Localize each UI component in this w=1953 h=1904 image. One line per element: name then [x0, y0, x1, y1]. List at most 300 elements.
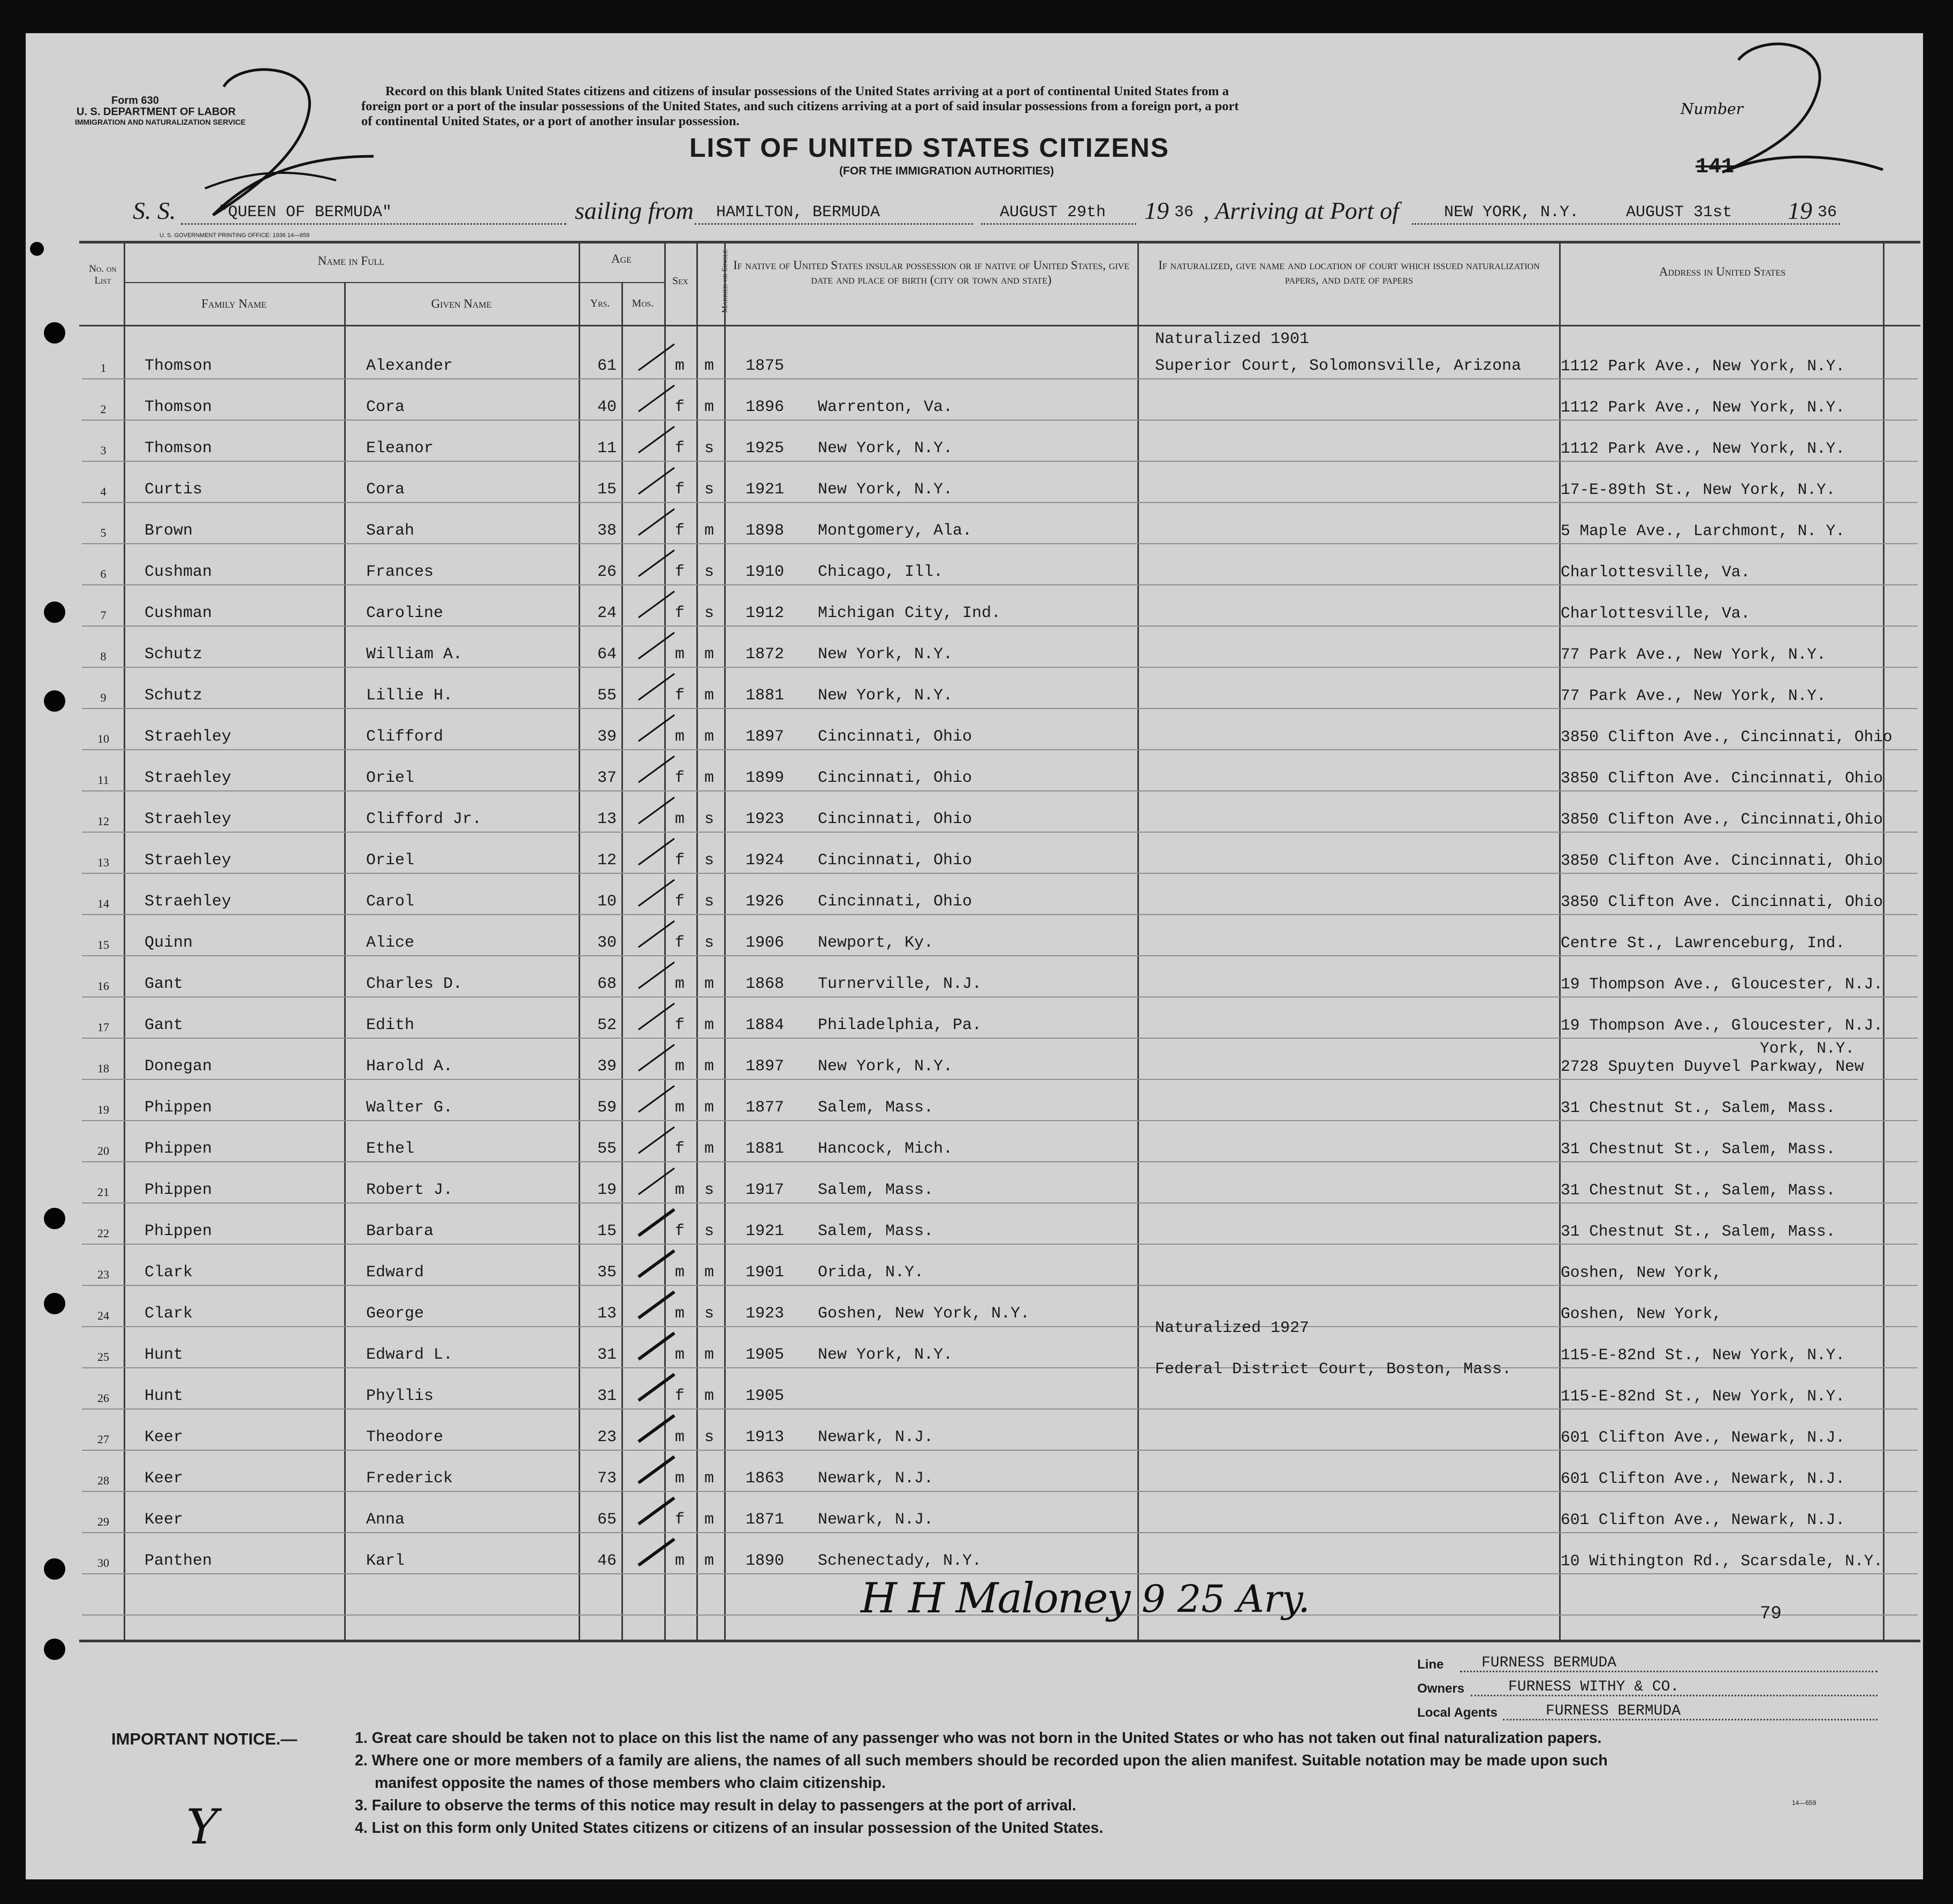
table-row	[26, 1428, 1923, 1470]
form-code: 14—659	[1792, 1799, 1817, 1807]
given-name: Edward L.	[366, 1346, 453, 1364]
row-number: 27	[97, 1433, 109, 1446]
owners-label: Owners	[1417, 1681, 1465, 1696]
check-mark-icon	[636, 588, 679, 620]
sex-value: f	[675, 398, 685, 416]
column-header-no-on-list: No. on List	[89, 263, 117, 286]
address: 3850 Clifton Ave. Cincinnati, Ohio	[1561, 893, 1883, 911]
table-row	[26, 769, 1923, 811]
table-row	[26, 1469, 1923, 1511]
birth-year: 1917	[746, 1181, 785, 1199]
birth-year: 1912	[746, 604, 785, 622]
marital-status: m	[704, 1552, 715, 1570]
row-number: 16	[97, 979, 109, 993]
birth-year: 1901	[746, 1263, 785, 1282]
page-subtitle: (FOR THE IMMIGRATION AUTHORITIES)	[839, 165, 1054, 177]
sex-value: f	[675, 439, 685, 458]
given-name: Lillie H.	[366, 687, 453, 705]
sex-value: m	[675, 1057, 685, 1076]
family-name: Curtis	[145, 481, 203, 499]
family-name: Straehley	[145, 728, 232, 746]
age-years: 39	[597, 1057, 617, 1076]
given-name: Charles D.	[366, 975, 463, 993]
marital-status: m	[704, 687, 715, 705]
row-number: 17	[97, 1020, 109, 1034]
check-mark-icon	[636, 794, 679, 826]
column-header-age: Age	[611, 252, 632, 265]
family-name: Straehley	[145, 893, 232, 911]
sex-value: m	[675, 1305, 685, 1323]
department-name: U. S. DEPARTMENT OF LABOR	[77, 106, 236, 118]
age-years: 13	[597, 810, 617, 828]
row-number: 9	[100, 691, 107, 704]
address: 1112 Park Ave., New York, N.Y.	[1561, 439, 1845, 458]
given-name: Frederick	[366, 1469, 453, 1488]
birth-year: 1921	[746, 481, 785, 499]
column-header-given-name: Given Name	[431, 297, 492, 310]
check-mark-icon	[636, 959, 679, 991]
sex-value: f	[675, 1140, 685, 1158]
given-name: Alexander	[366, 357, 453, 375]
address: 3850 Clifton Ave., Cincinnati, Ohio	[1561, 728, 1893, 746]
age-years: 59	[597, 1099, 617, 1117]
manifest-sheet	[26, 33, 1923, 1879]
age-years: 26	[597, 563, 617, 581]
sex-value: f	[675, 563, 685, 581]
row-number: 10	[97, 732, 109, 745]
check-mark-icon	[636, 1495, 679, 1527]
given-name: Caroline	[366, 604, 444, 622]
table-row	[26, 1039, 1923, 1099]
marital-status: m	[704, 357, 715, 375]
address: 19 Thompson Ave., Gloucester, N.J.	[1561, 975, 1883, 993]
table-row	[26, 1360, 1923, 1429]
check-mark-icon	[636, 835, 679, 867]
line-value: FURNESS BERMUDA	[1481, 1655, 1617, 1671]
marital-status: s	[704, 934, 715, 952]
row-number: 18	[97, 1062, 109, 1075]
line-label: Line	[1417, 1657, 1444, 1672]
row-number: 6	[100, 567, 107, 581]
family-name: Phippen	[145, 1222, 212, 1240]
given-name: Harold A.	[366, 1057, 453, 1076]
table-row	[26, 851, 1923, 893]
given-name: William A.	[366, 645, 463, 664]
address: 601 Clifton Ave., Newark, N.J.	[1561, 1469, 1845, 1488]
sex-value: f	[675, 934, 685, 952]
family-name: Cushman	[145, 563, 212, 581]
birth-place: Goshen, New York, N.Y.	[818, 1305, 1030, 1323]
instructions-line-2: foreign port or a port of the insular possessions of the United States, and such citizens arriving at a port of said insular possessions from a foreign port, a port	[361, 99, 1239, 113]
age-years: 13	[597, 1305, 617, 1323]
column-header-mos: Mos.	[632, 298, 654, 309]
given-name: Oriel	[366, 851, 415, 870]
birth-year: 1897	[746, 728, 785, 746]
age-years: 15	[597, 1222, 617, 1240]
age-years: 31	[597, 1387, 617, 1405]
table-row	[26, 975, 1923, 1017]
age-years: 31	[597, 1346, 617, 1364]
birth-place: New York, N.Y.	[818, 481, 953, 499]
birth-place: Cincinnati, Ohio	[818, 851, 972, 870]
birth-year: 1906	[746, 934, 785, 952]
address: 115-E-82nd St., New York, N.Y.	[1561, 1387, 1845, 1405]
table-row	[26, 563, 1923, 605]
given-name: Ethel	[366, 1140, 415, 1158]
row-number: 2	[100, 402, 107, 416]
address: Goshen, New York,	[1561, 1305, 1722, 1323]
given-name: Cora	[366, 398, 405, 416]
birth-year: 1905	[746, 1346, 785, 1364]
row-number: 22	[97, 1227, 109, 1240]
table-row	[26, 398, 1923, 440]
family-name: Keer	[145, 1428, 184, 1446]
check-mark-icon	[636, 547, 679, 579]
departure-year-prefix: 19	[1144, 197, 1169, 224]
row-number: 3	[100, 444, 107, 457]
birth-year: 1871	[746, 1511, 785, 1529]
address: 77 Park Ave., New York, N.Y.	[1561, 687, 1826, 705]
check-mark-icon	[636, 423, 679, 455]
age-years: 19	[597, 1181, 617, 1199]
given-name: Sarah	[366, 522, 415, 540]
age-years: 61	[597, 357, 617, 375]
family-name: Phippen	[145, 1099, 212, 1117]
agents-value: FURNESS BERMUDA	[1546, 1703, 1681, 1719]
birth-place: Newark, N.J.	[818, 1511, 934, 1529]
marital-status: m	[704, 398, 715, 416]
address: 31 Chestnut St., Salem, Mass.	[1561, 1222, 1836, 1240]
family-name: Keer	[145, 1469, 184, 1488]
column-header-birth: If native of United States insular possession or if native of United States, give date and place of birth (city or town and state)	[733, 258, 1129, 286]
marital-status: m	[704, 1057, 715, 1076]
check-mark-icon	[636, 671, 679, 703]
row-number: 26	[97, 1391, 109, 1405]
birth-year: 1923	[746, 810, 785, 828]
sex-value: m	[675, 1428, 685, 1446]
arrival-port: NEW YORK, N.Y.	[1444, 203, 1579, 222]
check-mark-icon	[636, 1165, 679, 1197]
check-mark-icon	[636, 341, 679, 373]
birth-year: 1924	[746, 851, 785, 870]
check-mark-icon	[636, 1083, 679, 1115]
birth-place: New York, N.Y.	[818, 687, 953, 705]
address: 1112 Park Ave., New York, N.Y.	[1561, 398, 1845, 416]
marital-status: s	[704, 563, 715, 581]
sex-value: m	[675, 1346, 685, 1364]
marital-status: m	[704, 1387, 715, 1405]
page-title: LIST OF UNITED STATES CITIZENS	[689, 133, 1170, 163]
number-value: 141	[1696, 155, 1735, 179]
age-years: 39	[597, 728, 617, 746]
address: Charlottesville, Va.	[1561, 563, 1751, 581]
notice-item-2a: 2. Where one or more members of a family are aliens, the names of all such members should be recorded upon the alien manifest. Suitable notation may be made upon such	[355, 1752, 1608, 1769]
age-years: 55	[597, 687, 617, 705]
departure-port: HAMILTON, BERMUDA	[716, 203, 880, 222]
age-years: 65	[597, 1511, 617, 1529]
family-name: Donegan	[145, 1057, 212, 1076]
marital-status: m	[704, 975, 715, 993]
address: 2728 Spuyten Duyvel Parkway, New	[1561, 1057, 1864, 1076]
birth-year: 1897	[746, 1057, 785, 1076]
marital-status: m	[704, 728, 715, 746]
check-mark-icon	[636, 1124, 679, 1156]
birth-year: 1905	[746, 1387, 785, 1405]
marital-status: m	[704, 1263, 715, 1282]
address: 601 Clifton Ave., Newark, N.J.	[1561, 1428, 1845, 1446]
age-years: 30	[597, 934, 617, 952]
marital-status: s	[704, 481, 715, 499]
check-mark-icon	[636, 1330, 679, 1362]
given-name: Theodore	[366, 1428, 444, 1446]
column-header-yrs: Yrs.	[590, 298, 610, 309]
age-years: 11	[597, 439, 617, 458]
birth-place: Salem, Mass.	[818, 1222, 934, 1240]
age-years: 23	[597, 1428, 617, 1446]
birth-place: Cincinnati, Ohio	[818, 810, 972, 828]
handwritten-sheet-number-left	[202, 65, 379, 220]
address: 10 Withington Rd., Scarsdale, N.Y.	[1561, 1552, 1883, 1570]
given-name: Frances	[366, 563, 434, 581]
birth-place: New York, N.Y.	[818, 645, 953, 664]
ship-name: "QUEEN OF BERMUDA"	[218, 203, 392, 222]
table-row	[26, 1016, 1923, 1058]
table-row	[26, 439, 1923, 481]
check-mark-icon	[636, 464, 679, 497]
form-number: Form 630	[111, 95, 159, 106]
notice-item-2b: manifest opposite the names of those members who claim citizenship.	[375, 1774, 886, 1792]
table-row	[26, 728, 1923, 770]
notice-item-4: 4. List on this form only United States citizens or citizens of an insular possession of the United States.	[355, 1819, 1104, 1837]
address: Goshen, New York,	[1561, 1263, 1722, 1282]
marital-status: s	[704, 1305, 715, 1323]
birth-place: Philadelphia, Pa.	[818, 1016, 982, 1034]
table-row	[26, 604, 1923, 646]
marital-status: m	[704, 1346, 715, 1364]
family-name: Schutz	[145, 687, 203, 705]
sex-value: f	[675, 522, 685, 540]
table-row	[26, 481, 1923, 522]
table-row	[26, 1263, 1923, 1305]
birth-year: 1881	[746, 687, 785, 705]
table-row	[26, 687, 1923, 728]
notice-item-3: 3. Failure to observe the terms of this notice may result in delay to passengers at the port of arrival.	[355, 1797, 1076, 1814]
family-name: Phippen	[145, 1181, 212, 1199]
birth-year: 1925	[746, 439, 785, 458]
sex-value: f	[675, 1387, 685, 1405]
birth-place: Warrenton, Va.	[818, 398, 953, 416]
marital-status: s	[704, 810, 715, 828]
sex-value: f	[675, 851, 685, 870]
table-row	[26, 1181, 1923, 1223]
punch-hole	[30, 242, 44, 256]
birth-place: Hancock, Mich.	[818, 1140, 953, 1158]
birth-year: 1875	[746, 357, 785, 375]
naturalization-note: Federal District Court, Boston, Mass.	[1155, 1360, 1512, 1379]
row-number: 29	[97, 1515, 109, 1528]
family-name: Schutz	[145, 645, 203, 664]
row-number: 25	[97, 1350, 109, 1364]
birth-place: Newport, Ky.	[818, 934, 934, 952]
sex-value: m	[675, 975, 685, 993]
address: 601 Clifton Ave., Newark, N.J.	[1561, 1511, 1845, 1529]
row-number: 24	[97, 1309, 109, 1322]
sex-value: f	[675, 1016, 685, 1034]
family-name: Quinn	[145, 934, 193, 952]
arrival-year: 36	[1818, 203, 1837, 222]
owners-value: FURNESS WITHY & CO.	[1508, 1679, 1680, 1695]
table-row	[26, 645, 1923, 687]
notice-item-1: 1. Great care should be taken not to place on this list the name of any passenger who was not born in the United States or who has not taken out final naturalization papers.	[355, 1730, 1602, 1747]
row-number: 5	[100, 526, 107, 539]
check-mark-icon	[636, 712, 679, 744]
ss-label: S. S.	[133, 197, 176, 224]
birth-year: 1898	[746, 522, 785, 540]
address: 5 Maple Ave., Larchmont, N. Y.	[1561, 522, 1845, 540]
family-name: Hunt	[145, 1346, 184, 1364]
birth-year: 1884	[746, 1016, 785, 1034]
row-number: 8	[100, 650, 107, 663]
sex-value: m	[675, 728, 685, 746]
address: 31 Chestnut St., Salem, Mass.	[1561, 1181, 1836, 1199]
birth-year: 1896	[746, 398, 785, 416]
address: 3850 Clifton Ave. Cincinnati, Ohio	[1561, 769, 1883, 787]
page-number: 79	[1760, 1604, 1782, 1624]
address: 1112 Park Ave., New York, N.Y.	[1561, 357, 1845, 375]
age-years: 73	[597, 1469, 617, 1488]
row-number: 20	[97, 1144, 109, 1157]
marital-status: s	[704, 604, 715, 622]
column-header-name-in-full: Name in Full	[317, 254, 385, 268]
check-mark-icon	[636, 918, 679, 950]
family-name: Straehley	[145, 769, 232, 787]
marital-status: m	[704, 1511, 715, 1529]
row-number: 4	[100, 485, 107, 498]
table-row	[26, 1140, 1923, 1182]
marital-status: s	[704, 1222, 715, 1240]
table-row	[26, 522, 1923, 563]
birth-place: New York, N.Y.	[818, 1057, 953, 1076]
handwritten-signature: H H Maloney	[861, 1574, 1130, 1623]
check-mark-icon	[636, 1041, 679, 1073]
service-name: IMMIGRATION AND NATURALIZATION SERVICE	[75, 118, 246, 126]
sex-value: m	[675, 645, 685, 664]
marital-status: m	[704, 769, 715, 787]
punch-hole	[44, 322, 65, 344]
birth-place: Cincinnati, Ohio	[818, 728, 972, 746]
row-number: 21	[97, 1185, 109, 1199]
birth-year: 1921	[746, 1222, 785, 1240]
address-continuation: York, N.Y.	[1760, 1039, 1855, 1057]
sex-value: m	[675, 1552, 685, 1570]
birth-place: Cincinnati, Ohio	[818, 769, 972, 787]
column-header-address: Address in United States	[1659, 265, 1786, 278]
row-number: 23	[97, 1268, 109, 1281]
departure-year: 36	[1174, 203, 1194, 222]
row-number: 15	[97, 938, 109, 951]
row-number: 30	[97, 1556, 109, 1570]
age-years: 38	[597, 522, 617, 540]
check-mark-icon	[636, 382, 679, 414]
family-name: Thomson	[145, 357, 212, 375]
check-mark-icon	[636, 1453, 679, 1486]
given-name: Karl	[366, 1552, 405, 1570]
check-mark-icon	[636, 1247, 679, 1280]
sex-value: m	[675, 1469, 685, 1488]
age-years: 68	[597, 975, 617, 993]
given-name: Barbara	[366, 1222, 434, 1240]
check-mark-icon	[636, 629, 679, 661]
row-number: 14	[97, 897, 109, 910]
column-header-naturalized: If naturalized, give name and location of court which issued naturalization papers, and date of papers	[1158, 258, 1540, 286]
handwritten-sheet-number-right	[1706, 39, 1888, 183]
check-mark-icon	[636, 1371, 679, 1403]
table-row	[26, 934, 1923, 976]
row-number: 11	[97, 773, 109, 787]
birth-place: Cincinnati, Ohio	[818, 893, 972, 911]
sex-value: f	[675, 687, 685, 705]
marital-status: m	[704, 1099, 715, 1117]
birth-place: Schenectady, N.Y.	[818, 1552, 982, 1570]
birth-place: Salem, Mass.	[818, 1181, 934, 1199]
birth-year: 1910	[746, 563, 785, 581]
marital-status: m	[704, 1140, 715, 1158]
table-row	[26, 1511, 1923, 1552]
birth-place: Salem, Mass.	[818, 1099, 934, 1117]
age-years: 46	[597, 1552, 617, 1570]
family-name: Thomson	[145, 398, 212, 416]
given-name: Oriel	[366, 769, 415, 787]
given-name: Edith	[366, 1016, 415, 1034]
sex-value: m	[675, 1181, 685, 1199]
sex-value: m	[675, 357, 685, 375]
birth-place: Chicago, Ill.	[818, 563, 944, 581]
number-label: Number	[1681, 100, 1743, 118]
given-name: Walter G.	[366, 1099, 453, 1117]
given-name: Clifford Jr.	[366, 810, 482, 828]
birth-place: Newark, N.J.	[818, 1469, 934, 1488]
sex-value: f	[675, 769, 685, 787]
birth-year: 1913	[746, 1428, 785, 1446]
birth-year: 1899	[746, 769, 785, 787]
age-years: 12	[597, 851, 617, 870]
address: 3850 Clifton Ave., Cincinnati,Ohio	[1561, 810, 1883, 828]
marital-status: s	[704, 1181, 715, 1199]
age-years: 40	[597, 398, 617, 416]
naturalization-note: Naturalized 1901	[1155, 330, 1310, 348]
birth-year: 1923	[746, 1305, 785, 1323]
family-name: Clark	[145, 1263, 193, 1282]
handwritten-signature-note: 9 25 Ary.	[1142, 1577, 1310, 1621]
given-name: George	[366, 1305, 424, 1323]
check-mark-icon	[636, 1289, 679, 1321]
sex-value: f	[675, 1222, 685, 1240]
check-mark-icon	[636, 753, 679, 785]
given-name: Alice	[366, 934, 415, 952]
row-number: 28	[97, 1474, 109, 1487]
marital-status: s	[704, 1428, 715, 1446]
marital-status: m	[704, 522, 715, 540]
marital-status: m	[704, 645, 715, 664]
instructions-line-1: Record on this blank United States citizens and citizens of insular possessions of the United States arriving at a port of continental United States from a	[385, 84, 1229, 98]
family-name: Thomson	[145, 439, 212, 458]
table-row	[26, 330, 1923, 399]
address: 31 Chestnut St., Salem, Mass.	[1561, 1140, 1836, 1158]
sex-value: m	[675, 1099, 685, 1117]
birth-place: Orida, N.Y.	[818, 1263, 924, 1282]
notice-title: IMPORTANT NOTICE.—	[111, 1730, 298, 1748]
sex-value: f	[675, 893, 685, 911]
